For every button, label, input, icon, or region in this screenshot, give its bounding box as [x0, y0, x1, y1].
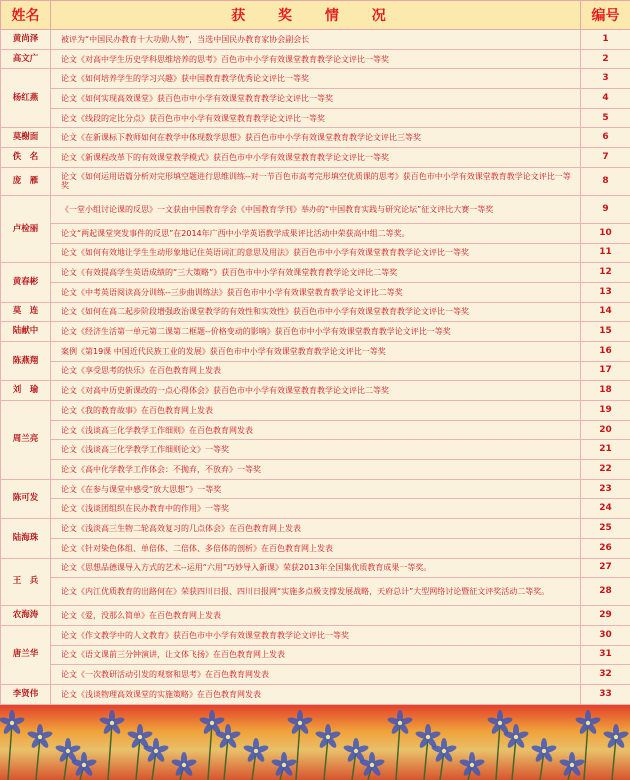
award-number: 6	[581, 128, 630, 148]
teacher-name: 黄春彬	[1, 263, 51, 302]
teacher-name: 莫 连	[1, 302, 51, 322]
award-description: 论文《针对染色体组、单倍体、二倍体、多倍体的剖析》在百色教育网上发表	[51, 538, 581, 558]
teacher-name: 陈燕翔	[1, 341, 51, 380]
award-number: 7	[581, 148, 630, 168]
award-number: 23	[581, 479, 630, 499]
table-row	[1, 223, 630, 243]
table-row	[1, 322, 630, 342]
flower-icon	[415, 724, 442, 780]
award-description: 论文《有效提高学生英语成绩的“三大策略”》获百色市中小学有效课堂教育教学论文评比二等奖	[51, 263, 581, 283]
teacher-name: 李贤伟	[1, 684, 51, 704]
teacher-name: 唐兰华	[1, 625, 51, 684]
table-row	[1, 69, 630, 89]
award-description: 论文《我的教育故事》在百色教育网上发表	[51, 401, 581, 421]
award-number: 21	[581, 440, 630, 460]
award-number: 1	[581, 30, 630, 50]
table-header-row	[1, 1, 630, 30]
flower-illustration	[0, 705, 630, 780]
award-description: 论文《内江优质教育的出路何在》荣获四川日报、四川日报网“实施多点极支撑发展战略，天府总计”大型网络讨论暨征文评奖活动二等奖。	[51, 578, 581, 606]
teacher-name: 黄尚泽	[1, 30, 51, 50]
award-description: 论文《对高中历史新课改的一点心得体会》获百色市中小学有效课堂教育教学论文评比二等奖	[51, 381, 581, 401]
table-row	[1, 89, 630, 109]
award-number: 13	[581, 282, 630, 302]
table-row	[1, 263, 630, 283]
table-row	[1, 30, 630, 50]
header-name: 姓名	[1, 1, 51, 30]
flower-icon	[0, 710, 25, 780]
teacher-name: 陈可发	[1, 479, 51, 518]
table-row	[1, 606, 630, 626]
table-row	[1, 361, 630, 381]
award-description: 论文《爱，没那么简单》在百色教育网上发表	[51, 606, 581, 626]
table-row	[1, 195, 630, 223]
teacher-name: 刘 瑜	[1, 381, 51, 401]
table-row	[1, 558, 630, 578]
flower-icon	[503, 724, 530, 780]
table-row	[1, 645, 630, 665]
teacher-name: 陆献中	[1, 322, 51, 342]
table-row	[1, 479, 630, 499]
award-description: 论文《浅淡高三生物二轮高效复习的几点体会》在百色教育网上发表	[51, 519, 581, 539]
table-row	[1, 420, 630, 440]
award-description: 论文《一次教研活动引发的观察和思考》在百色教育网发表	[51, 665, 581, 685]
table-row	[1, 243, 630, 263]
award-number: 18	[581, 381, 630, 401]
teacher-name: 高文广	[1, 49, 51, 69]
table-row	[1, 625, 630, 645]
award-number: 27	[581, 558, 630, 578]
award-number: 30	[581, 625, 630, 645]
flower-icon	[315, 724, 342, 780]
award-number: 31	[581, 645, 630, 665]
award-description: 论文《在新课标下教师如何在教学中体现数学思想》获百色市中小学有效课堂教育教学论文评比三等奖	[51, 128, 581, 148]
award-number: 17	[581, 361, 630, 381]
table-row	[1, 302, 630, 322]
flower-icon	[271, 752, 298, 780]
teacher-name: 莫榭面	[1, 128, 51, 148]
teacher-name: 农海涛	[1, 606, 51, 626]
award-number: 15	[581, 322, 630, 342]
header-number: 编号	[581, 1, 630, 30]
award-description: 论文《线段的定比分点》获百色市中小学有效课堂教育教学论文评比一等奖	[51, 108, 581, 128]
table-row	[1, 341, 630, 361]
award-number: 11	[581, 243, 630, 263]
award-description: 被评为“中国民办教育十大功勋人物”，当选中国民办教育家协会副会长	[51, 30, 581, 50]
award-number: 14	[581, 302, 630, 322]
award-description: 论文《浅谈团组织在民办教育中的作用》一等奖	[51, 499, 581, 519]
table-row	[1, 401, 630, 421]
award-number: 26	[581, 538, 630, 558]
award-description: 论文“两起课堂突发事件的反思”在2014年广西中小学英语教学成果评比活动中荣获高中组二等奖。	[51, 223, 581, 243]
table-row	[1, 148, 630, 168]
award-description: 论文《作文教学中的人文教育》获百色市中小学有效课堂教育教学论文评比一等奖	[51, 625, 581, 645]
flower-icon	[559, 752, 586, 780]
award-number: 16	[581, 341, 630, 361]
award-description: 论文《如何实现高效课堂》获百色市中小学有效课堂教育教学论文评比一等奖	[51, 89, 581, 109]
teacher-name: 周兰亮	[1, 401, 51, 480]
table-row	[1, 499, 630, 519]
table-row	[1, 538, 630, 558]
award-number: 8	[581, 167, 630, 195]
award-number: 3	[581, 69, 630, 89]
table-row	[1, 440, 630, 460]
award-description: 论文《思想品德课导入方式的艺术--运用“六用”巧妙导入新课》荣获2013年全国集优质教育成果一等奖。	[51, 558, 581, 578]
teacher-name: 陆海珠	[1, 519, 51, 558]
table-row	[1, 519, 630, 539]
teacher-name: 卢检丽	[1, 195, 51, 262]
award-number: 33	[581, 684, 630, 704]
award-description: 论文《浅谈高三化学教学工作细则论文》一等奖	[51, 440, 581, 460]
table-row	[1, 381, 630, 401]
award-number: 24	[581, 499, 630, 519]
award-description: 论文《新课程改革下的有效课堂教学模式》获百色市中小学有效课堂教育教学论文评比一等奖	[51, 148, 581, 168]
award-number: 29	[581, 606, 630, 626]
award-description: 论文《经济生活第一单元第二课第二框题--价格变动的影响》获百色市中小学有效课堂教育教学论文评比一等奖	[51, 322, 581, 342]
award-number: 10	[581, 223, 630, 243]
table-row	[1, 167, 630, 195]
award-description: 论文《在参与课堂中感受“放大思想”》一等奖	[51, 479, 581, 499]
award-description: 论文《语文课前三分钟演讲，让文体飞扬》在百色教育网上发表	[51, 645, 581, 665]
award-description: 案例《第19课 中国近代民族工业的发展》获百色市中小学有效课堂教育教学论文评比一等奖	[51, 341, 581, 361]
table-row	[1, 684, 630, 704]
award-description: 论文《如何运用语篇分析对完形填空题进行思维训练--对一节百色市高考完形填空优质课的思考》获百色市中小学有效课堂教育教学论文评比一等奖	[51, 167, 581, 195]
award-description: 《一堂小组讨论课的反思》一文获由中国教育学会《中国教育学刊》举办的“中国教育实践与研究论坛”征文评比大赛一等奖	[51, 195, 581, 223]
table-row	[1, 108, 630, 128]
teacher-name: 王 兵	[1, 558, 51, 606]
award-number: 2	[581, 49, 630, 69]
award-description: 论文《中考英语阅读高分训练--三步曲训练法》获百色市中小学有效课堂教育教学论文评比二等奖	[51, 282, 581, 302]
award-description: 论文《对高中学生历史学科思维培养的思考》百色市中小学有效课堂教育教学论文评比一等奖	[51, 49, 581, 69]
award-number: 4	[581, 89, 630, 109]
award-number: 32	[581, 665, 630, 685]
award-number: 28	[581, 578, 630, 606]
award-number: 22	[581, 460, 630, 480]
header-award: 获 奖 情 况	[51, 1, 581, 30]
table-row	[1, 665, 630, 685]
award-number: 19	[581, 401, 630, 421]
flower-icon	[387, 710, 414, 780]
award-description: 论文《如何有效地让学生生动形象地记住英语词汇的意思及用法》获百色市中小学有效课堂教育教学论文评比一等奖	[51, 243, 581, 263]
table-row	[1, 128, 630, 148]
flower-icon	[99, 710, 126, 780]
table-row	[1, 49, 630, 69]
table-row	[1, 282, 630, 302]
award-number: 25	[581, 519, 630, 539]
flower-icon	[171, 752, 198, 780]
award-description: 论文《浅谈物理高效课堂的实施策略》在百色教育网发表	[51, 684, 581, 704]
table-row	[1, 578, 630, 606]
flower-icon	[215, 724, 242, 780]
table-body	[1, 30, 630, 744]
teacher-name: 佚 名	[1, 148, 51, 168]
table-row	[1, 460, 630, 480]
award-description: 论文《如何培养学生的学习兴趣》获中国教育教学优秀论文评比一等奖	[51, 69, 581, 89]
flower-icon	[27, 724, 54, 780]
flower-banner	[0, 705, 630, 780]
award-description: 论文《如何在高二起步阶段增强政治课堂教学的有效性和实效性》获百色市中小学有效课堂教育教学论文评比一等奖	[51, 302, 581, 322]
award-description: 论文《享受思考的快乐》在百色教育网上发表	[51, 361, 581, 381]
flower-icon	[603, 724, 630, 780]
award-number: 20	[581, 420, 630, 440]
award-description: 论文《浅谈高三化学教学工作细则》在百色教育网发表	[51, 420, 581, 440]
flower-icon	[459, 752, 486, 780]
award-number: 9	[581, 195, 630, 223]
award-number: 5	[581, 108, 630, 128]
flower-icon	[531, 738, 558, 780]
flower-icon	[243, 738, 270, 780]
teacher-name: 庞 雁	[1, 167, 51, 195]
award-description: 论文《高中化学教学工作体会：不抛弃，不放弃》一等奖	[51, 460, 581, 480]
teacher-name: 杨红燕	[1, 69, 51, 128]
award-number: 12	[581, 263, 630, 283]
flower-icon	[127, 724, 154, 780]
